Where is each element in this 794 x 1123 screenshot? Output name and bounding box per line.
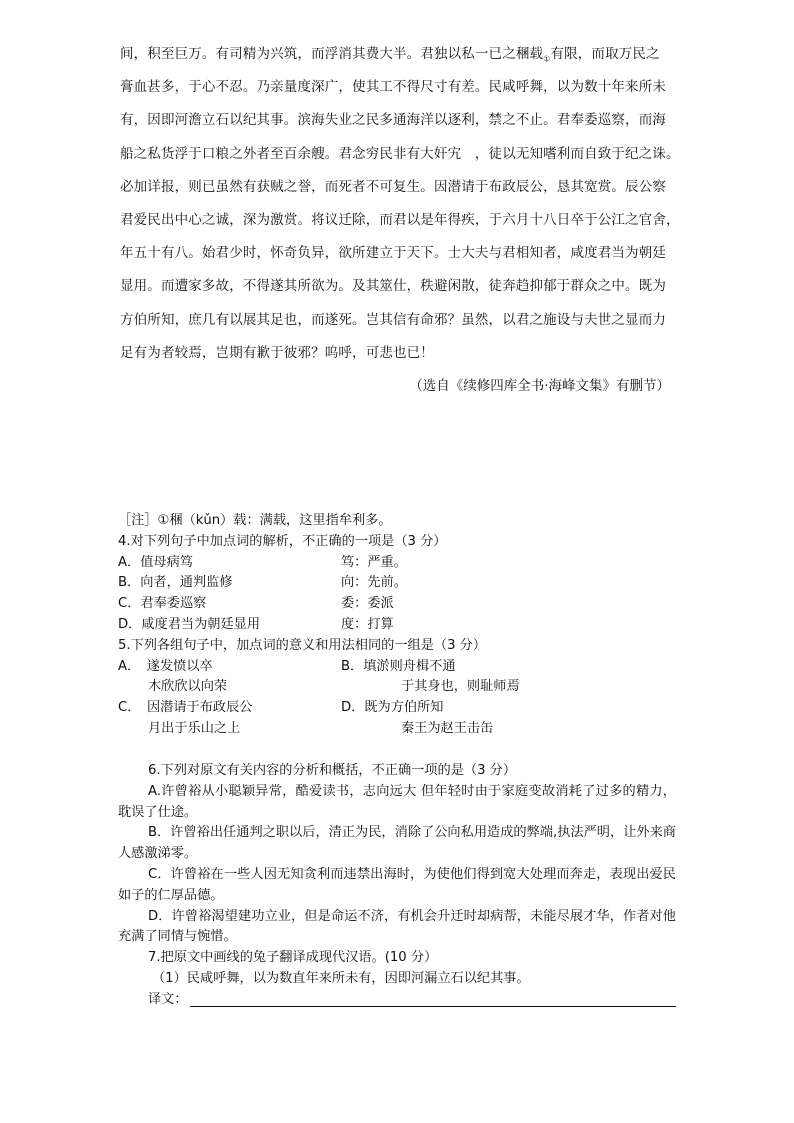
question-6-option: D．许曾裕渴望建功立业，但是命运不济，有机会升迁时却病帮，未能尽展才华，作者对他充满了同情与惋惜。 <box>118 908 676 945</box>
passage-line: 足有为者较焉，岂期有歉于彼邪？呜呼，可悲也已！ <box>120 344 434 361</box>
answer-blank[interactable] <box>190 992 676 1007</box>
question-6-option: A.许曾裕从小聪颖异常，酷爱读书，志向远大 但年轻时由于家庭变故消耗了过多的精力，耽误了仕途。 <box>118 783 676 820</box>
question-5-row: 木欣欣以向荣 于其身也，则耻师焉 <box>148 679 520 695</box>
answer-label: 译文： <box>148 991 188 1007</box>
question-5-stem: 5.下列各组句子中，加点词的意义和用法相同的一组是（3 分） <box>118 637 487 653</box>
question-7-sub-1: （1）民咸呼舞，以为数直年来所未有，因即河漏立石以纪其事。 <box>152 970 530 986</box>
footnote-marker: ① <box>543 54 551 64</box>
passage-source: （选自《续修四库全书·海峰文集》有删节） <box>409 377 670 394</box>
questions-4-5 <box>118 511 678 740</box>
question-6-stem: 6.下列对原文有关内容的分析和概括，不正确一项的是（3 分） <box>148 763 517 778</box>
passage-line: 君爱民出中心之诚，深为激赏。将议迁除，而君以是年得疾，于六月十八日卒于公江之官舍， <box>120 211 680 228</box>
passage-line: 年五十有八。始君少时，怀奇负异，欲所建立于天下。士大夫与君相知者，咸度君当为朝廷 <box>120 245 666 262</box>
question-4-option: C．君奉委巡察 委：委派 <box>118 596 394 612</box>
question-7-stem: 7.把原文中画线的兔子翻译成现代汉语。(10 分） <box>148 950 438 966</box>
questions-6-7 <box>118 761 676 1011</box>
passage-line: 必加详报，则已虽然有获贼之誉，而死者不可复生。因潜请于布政辰公，恳其宽赏。辰公察 <box>120 178 666 195</box>
question-5-row: C． 因潜请于布政辰公 D．既为方伯所知 <box>118 700 444 716</box>
passage-line: 方伯所知，庶几有以展其足也，而遂死。岂其信有命邪？虽然，以君之施设与夫世之显而力 <box>120 311 666 328</box>
passage-text <box>120 38 680 403</box>
question-5-row: A． 遂发愤以卒 B．填淤则舟楫不通 <box>118 658 456 674</box>
question-4-option: D．咸度君当为朝廷显用 度：打算 <box>118 616 394 632</box>
question-5-row: 月出于乐山之上 秦王为赵王击缶 <box>148 720 494 736</box>
answer-line <box>118 990 676 1011</box>
passage-line: 显用。而遭家多故，不得遂其所欲为。及其筮仕，秩避闲散，徒奔趋抑郁于群众之中。既为 <box>120 278 666 295</box>
question-4-option: A．值母病笃 笃：严重。 <box>118 554 407 570</box>
question-6-option: C．许曾裕在一些人因无知贪利而违禁出海时，为使他们得到宽大处理而奔走，表现出爱民如子的仁厚品德。 <box>118 866 676 903</box>
question-4-option: B．向者，通判监修 向：先前。 <box>118 575 407 591</box>
passage-line: 膏血甚多，于心不忍。乃亲量度深广，使其工不得尺寸有差。民咸呼舞，以为数十年来所未 <box>120 79 666 96</box>
question-6-option: B．许曾裕出任通判之职以后，清正为民，消除了公向私用造成的弊端,执法严明，让外来商人感激涕零。 <box>118 825 676 862</box>
passage-line: 船之私货浮于口粮之外者至百余艘。君念穷民非有大奸宄 ，徒以无知嗜利而自致于纪之诛。 <box>120 145 680 162</box>
passage-line: 有，因即河澹立石以纪其事。滨海失业之民多通海洋以逐利，禁之不止。君奉委巡察，而海 <box>120 112 666 129</box>
passage-line: 间，积至巨万。有司精为兴筑，而浮消其费大半。君独以私一已之稛载$_①$有限，而取万民之 <box>120 46 660 64</box>
question-4-stem: 4.对下列句子中加点词的解析，不正确的一项是（3 分） <box>118 533 447 549</box>
footnote: ［注］①稛（kǔn）载：满载，这里指牟利多。 <box>118 513 392 528</box>
